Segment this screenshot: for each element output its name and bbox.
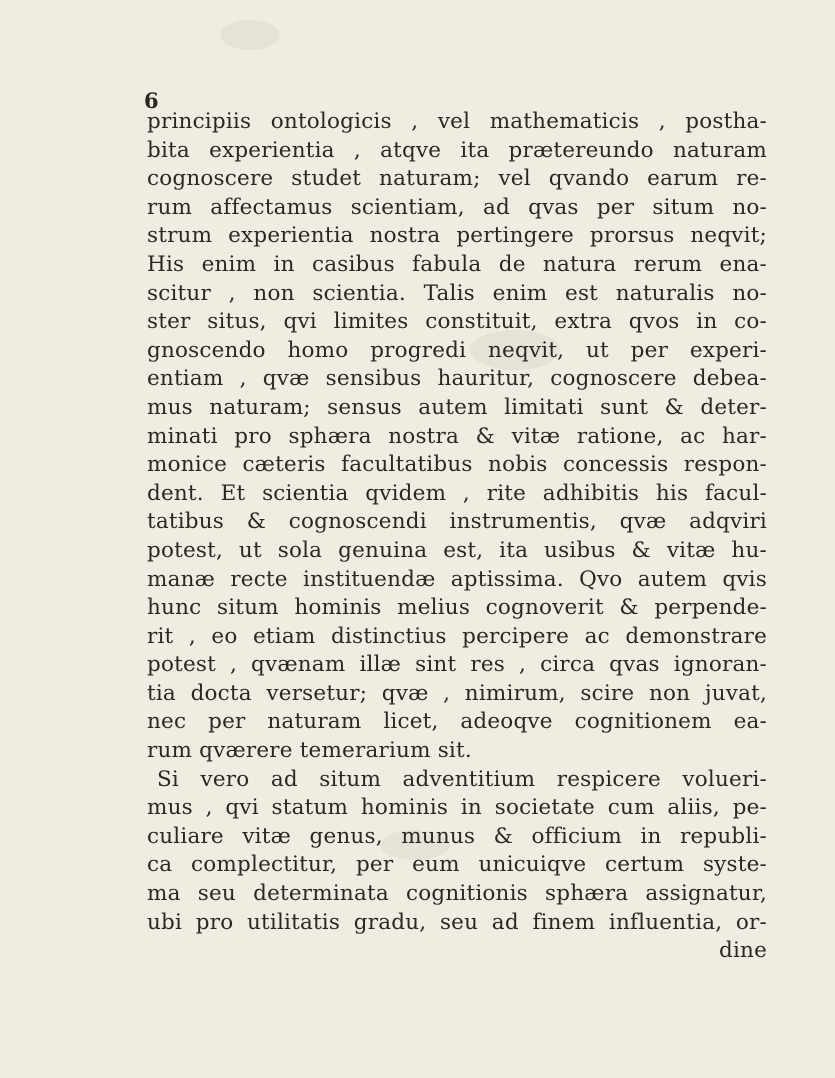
text-line: bita experientia , atqve ita prætereundo naturam	[147, 137, 767, 163]
text-line: rum qværere temerarium sit.	[147, 738, 472, 764]
text-line: ma seu determinata cognitionis sphæra assignatur,	[147, 881, 767, 907]
text-line: rit , eo etiam distinctius percipere ac demonstrare	[147, 623, 767, 649]
text-line: hunc situm hominis melius cognoverit & perpende-	[147, 595, 767, 621]
text-line: scitur , non scientia. Talis enim est naturalis no-	[147, 280, 767, 306]
text-line: ster situs, qvi limites constituit, extra qvos in co-	[147, 309, 767, 335]
catchword: dine	[718, 938, 767, 964]
text-line: potest, ut sola genuina est, ita usibus & vitæ hu-	[147, 537, 767, 563]
text-line: tia docta versetur; qvæ , nimirum, scire non juvat,	[147, 680, 767, 706]
text-line: entiam , qvæ sensibus hauritur, cognoscere debea-	[147, 366, 767, 392]
text-line: culiare vitæ genus, munus & officium in republi-	[147, 823, 767, 849]
text-line: gnoscendo homo progredi neqvit, ut per experi-	[147, 337, 767, 363]
text-line: minati pro sphæra nostra & vitæ ratione, ac har-	[147, 423, 767, 449]
body-text	[147, 108, 767, 966]
text-line: dent. Et scientia qvidem , rite adhibitis his facul-	[147, 480, 767, 506]
text-line: cognoscere studet naturam; vel qvando earum re-	[147, 166, 767, 192]
text-line: strum experientia nostra pertingere prorsus neqvit;	[147, 223, 767, 249]
text-line: tatibus & cognoscendi instrumentis, qvæ adqviri	[147, 509, 767, 535]
text-line: rum affectamus scientiam, ad qvas per situm no-	[147, 194, 767, 220]
paper-stain	[220, 20, 280, 50]
text-line: mus naturam; sensus autem limitati sunt & deter-	[147, 394, 767, 420]
text-line: ubi pro utilitatis gradu, seu ad finem influentia, or-	[147, 909, 767, 935]
text-line: ca complectitur, per eum unicuiqve certum syste-	[147, 852, 767, 878]
text-line: mus , qvi statum hominis in societate cum aliis, pe-	[147, 795, 767, 821]
text-line: nec per naturam licet, adeoqve cognitionem ea-	[147, 709, 767, 735]
text-line: monice cæteris facultatibus nobis concessis respon-	[147, 452, 767, 478]
page-number: 6	[144, 88, 159, 113]
text-line: potest , qvænam illæ sint res , circa qvas ignoran-	[147, 652, 767, 678]
text-line: His enim in casibus fabula de natura rerum ena-	[147, 251, 767, 277]
text-line: manæ recte instituendæ aptissima. Qvo autem qvis	[147, 566, 767, 592]
text-line: principiis ontologicis , vel mathematicis , postha-	[147, 109, 767, 134]
text-line: Si vero ad situm adventitium respicere volueri-	[157, 766, 767, 792]
